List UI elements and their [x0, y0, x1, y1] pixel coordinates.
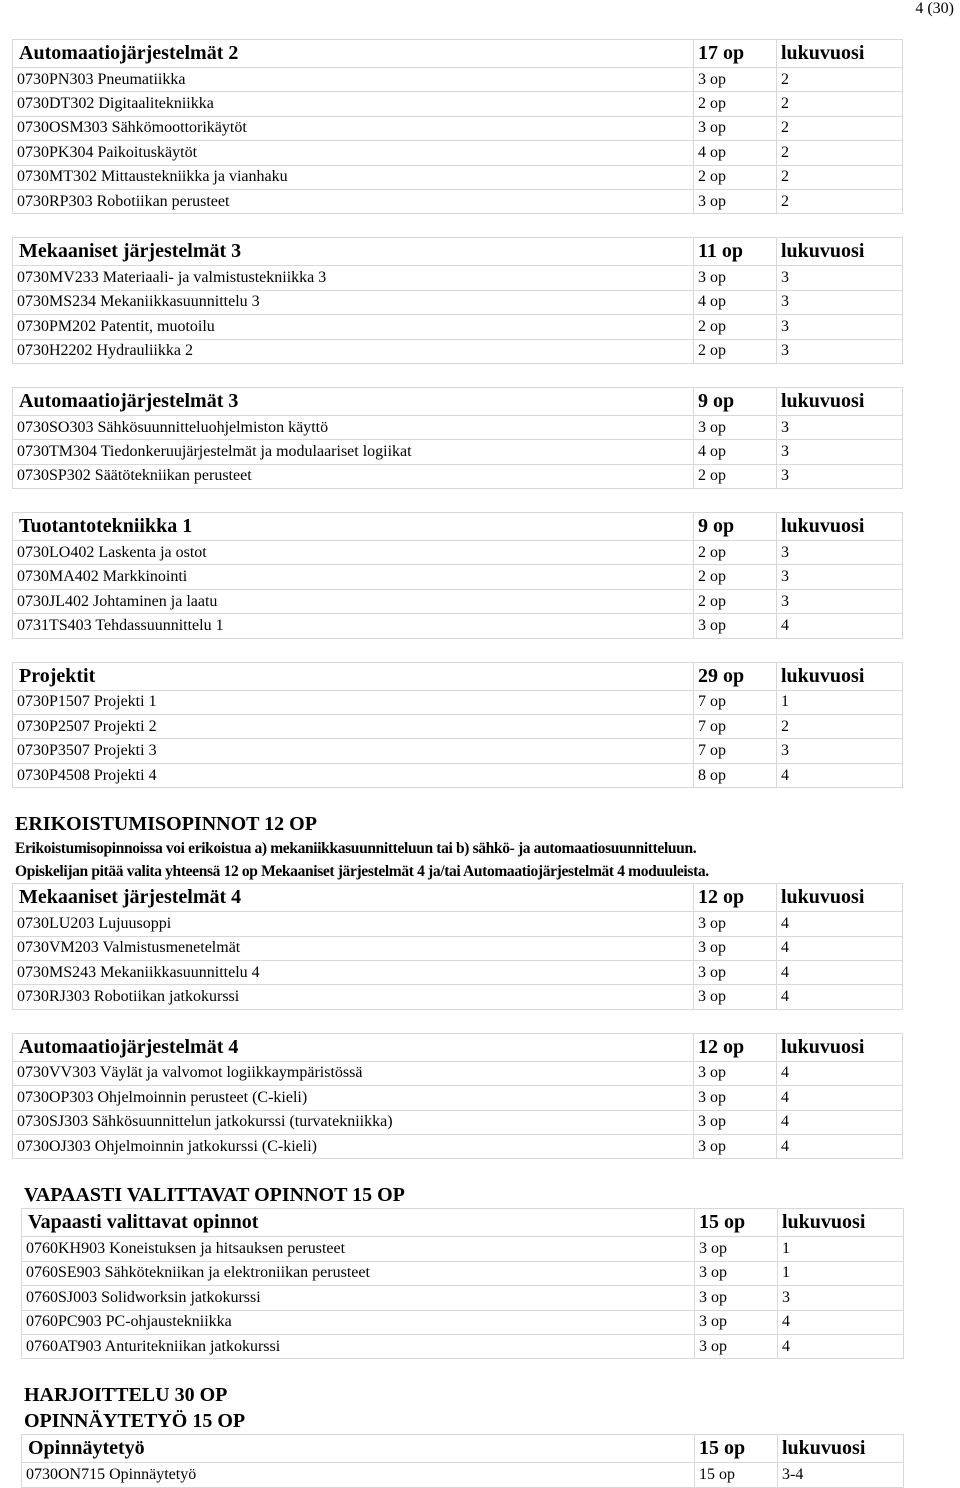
course-name: 0730OP303 Ohjelmoinnin perusteet (C-kieli)	[13, 1086, 694, 1110]
module-title: Opinnäytetyö	[22, 1435, 695, 1463]
course-credits: 3 op	[694, 1086, 777, 1110]
module-table	[12, 39, 903, 214]
table-row	[13, 68, 903, 92]
course-credits: 3 op	[695, 1286, 778, 1310]
course-year: 4	[777, 1134, 903, 1158]
course-name: 0760KH903 Koneistuksen ja hitsauksen perusteet	[22, 1237, 695, 1261]
year-header: lukuvuosi	[777, 662, 903, 690]
specialization-note-2: Opiskelijan pitää valita yhteensä 12 op Mekaaniset järjestelmät 4 ja/tai Automaatiojärjestelmät 4 moduuleista.	[15, 863, 709, 881]
course-name: 0730MA402 Markkinointi	[13, 565, 694, 589]
module-title: Mekaaniset järjestelmät 3	[13, 238, 694, 266]
course-year: 3	[777, 415, 903, 439]
spacer	[12, 1359, 902, 1382]
course-year: 3	[777, 541, 903, 565]
course-name: 0730P3507 Projekti 3	[13, 739, 694, 763]
course-year: 4	[777, 985, 903, 1009]
electives-table-wrap	[21, 1208, 902, 1359]
course-year: 3	[778, 1286, 904, 1310]
course-credits: 3 op	[694, 614, 777, 638]
course-name: 0730PM202 Patentit, muotoilu	[13, 315, 694, 339]
year-header: lukuvuosi	[778, 1209, 904, 1237]
spacer	[12, 489, 902, 512]
thesis-heading: OPINNÄYTETYÖ 15 OP	[24, 1410, 246, 1433]
module-credits: 17 op	[694, 40, 777, 68]
course-credits: 2 op	[694, 589, 777, 613]
course-name: 0730P1507 Projekti 1	[13, 690, 694, 714]
course-year: 4	[777, 1086, 903, 1110]
table-row	[13, 739, 903, 763]
module-credits: 15 op	[695, 1435, 778, 1463]
course-year: 1	[778, 1237, 904, 1261]
table-row	[13, 565, 903, 589]
table-row	[22, 1237, 904, 1261]
course-name: 0730PK304 Paikoituskäytöt	[13, 141, 694, 165]
course-credits: 3 op	[694, 116, 777, 140]
course-year: 3	[777, 266, 903, 290]
course-credits: 3 op	[694, 1061, 777, 1085]
core-modules	[12, 39, 902, 811]
course-year: 4	[778, 1310, 904, 1334]
course-name: 0730SJ303 Sähkösuunnittelun jatkokurssi (turvatekniikka)	[13, 1110, 694, 1134]
table-row	[22, 1334, 904, 1358]
electives-section	[12, 1182, 902, 1359]
course-year: 4	[777, 912, 903, 936]
year-header: lukuvuosi	[777, 513, 903, 541]
course-name: 0730PN303 Pneumatiikka	[13, 68, 694, 92]
module-table	[12, 387, 903, 489]
course-credits: 7 op	[694, 715, 777, 739]
module-table	[21, 1208, 904, 1359]
course-year: 3	[777, 565, 903, 589]
table-row	[13, 92, 903, 116]
course-name: 0760AT903 Anturitekniikan jatkokurssi	[22, 1334, 695, 1358]
table-row	[13, 1110, 903, 1134]
table-row	[13, 763, 903, 787]
electives-heading: VAPAASTI VALITTAVAT OPINNOT 15 OP	[24, 1184, 405, 1207]
course-name: 0730VV303 Väylät ja valvomot logiikkaympäristössä	[13, 1061, 694, 1085]
course-credits: 3 op	[694, 912, 777, 936]
table-row	[13, 715, 903, 739]
course-name: 0760PC903 PC-ohjaustekniikka	[22, 1310, 695, 1334]
course-year: 2	[777, 715, 903, 739]
course-year: 3	[777, 290, 903, 314]
course-credits: 3 op	[694, 189, 777, 213]
course-year: 2	[777, 165, 903, 189]
course-year: 4	[777, 1110, 903, 1134]
course-credits: 2 op	[694, 565, 777, 589]
year-header: lukuvuosi	[777, 238, 903, 266]
table-row	[13, 614, 903, 638]
course-year: 3	[777, 739, 903, 763]
course-year: 2	[777, 92, 903, 116]
year-header: lukuvuosi	[777, 40, 903, 68]
module-title: Mekaaniset järjestelmät 4	[13, 884, 694, 912]
year-header: lukuvuosi	[777, 387, 903, 415]
course-credits: 3 op	[694, 936, 777, 960]
year-header: lukuvuosi	[777, 884, 903, 912]
module-credits: 15 op	[695, 1209, 778, 1237]
course-year: 2	[777, 68, 903, 92]
course-credits: 8 op	[694, 763, 777, 787]
course-name: 0730LU203 Lujuusoppi	[13, 912, 694, 936]
course-name: 0760SJ003 Solidworksin jatkokurssi	[22, 1286, 695, 1310]
course-credits: 3 op	[694, 1110, 777, 1134]
table-row	[13, 936, 903, 960]
course-name: 0730SP302 Säätötekniikan perusteet	[13, 464, 694, 488]
course-credits: 3 op	[694, 960, 777, 984]
module-credits: 12 op	[694, 884, 777, 912]
course-name: 0730LO402 Laskenta ja ostot	[13, 541, 694, 565]
course-credits: 3 op	[694, 985, 777, 1009]
module-title: Tuotantotekniikka 1	[13, 513, 694, 541]
table-row	[13, 1134, 903, 1158]
module-table	[12, 237, 903, 364]
table-row	[13, 1061, 903, 1085]
course-year: 3	[777, 315, 903, 339]
course-name: 0730RP303 Robotiikan perusteet	[13, 189, 694, 213]
course-credits: 7 op	[694, 739, 777, 763]
course-credits: 3 op	[695, 1261, 778, 1285]
course-year: 4	[777, 763, 903, 787]
course-name: 0730ON715 Opinnäytetyö	[22, 1463, 695, 1487]
spacer	[12, 1010, 902, 1033]
module-credits: 12 op	[694, 1033, 777, 1061]
course-name: 0731TS403 Tehdassuunnittelu 1	[13, 614, 694, 638]
module-header-row	[13, 513, 903, 541]
course-name: 0730P4508 Projekti 4	[13, 763, 694, 787]
table-row	[13, 690, 903, 714]
course-year: 2	[777, 141, 903, 165]
table-row	[13, 1086, 903, 1110]
module-header-row	[13, 884, 903, 912]
specialization-section	[12, 811, 902, 883]
course-name: 0730TM304 Tiedonkeruujärjestelmät ja modulaariset logiikat	[13, 440, 694, 464]
course-credits: 3 op	[695, 1310, 778, 1334]
course-credits: 3 op	[694, 68, 777, 92]
table-row	[13, 960, 903, 984]
specialization-note-1: Erikoistumisopinnoissa voi erikoistua a) mekaniikkasuunnitteluun tai b) sähkö- ja automaatiosuunnitteluun.	[15, 840, 697, 858]
course-year: 4	[777, 1061, 903, 1085]
course-year: 3	[777, 589, 903, 613]
course-year: 3	[777, 339, 903, 363]
course-year: 4	[777, 960, 903, 984]
spacer	[12, 1159, 902, 1182]
course-credits: 2 op	[694, 339, 777, 363]
course-year: 1	[778, 1261, 904, 1285]
course-credits: 2 op	[694, 92, 777, 116]
table-row	[13, 165, 903, 189]
spacer	[12, 364, 902, 387]
module-table	[12, 662, 903, 789]
table-row	[13, 541, 903, 565]
course-year: 3	[777, 440, 903, 464]
course-year: 4	[778, 1334, 904, 1358]
module-table	[12, 512, 903, 639]
table-row	[13, 985, 903, 1009]
course-credits: 3 op	[695, 1334, 778, 1358]
module-credits: 9 op	[694, 387, 777, 415]
module-title: Vapaasti valittavat opinnot	[22, 1209, 695, 1237]
table-row	[13, 415, 903, 439]
course-year: 3	[777, 464, 903, 488]
table-row	[13, 339, 903, 363]
practice-thesis-section	[12, 1382, 902, 1487]
table-row	[22, 1286, 904, 1310]
course-credits: 4 op	[694, 440, 777, 464]
course-name: 0730P2507 Projekti 2	[13, 715, 694, 739]
module-title: Automaatiojärjestelmät 4	[13, 1033, 694, 1061]
specialization-modules	[12, 883, 902, 1182]
course-name: 0730SO303 Sähkösuunnitteluohjelmiston käyttö	[13, 415, 694, 439]
table-row	[13, 116, 903, 140]
table-row	[13, 464, 903, 488]
table-row	[13, 440, 903, 464]
course-name: 0730MS243 Mekaniikkasuunnittelu 4	[13, 960, 694, 984]
spacer	[12, 788, 902, 811]
module-table	[12, 1033, 903, 1160]
course-credits: 15 op	[695, 1463, 778, 1487]
course-name: 0760SE903 Sähkötekniikan ja elektroniikan perusteet	[22, 1261, 695, 1285]
module-credits: 29 op	[694, 662, 777, 690]
course-year: 4	[777, 936, 903, 960]
table-row	[13, 912, 903, 936]
course-credits: 2 op	[694, 464, 777, 488]
course-name: 0730DT302 Digitaalitekniikka	[13, 92, 694, 116]
course-year: 3-4	[778, 1463, 904, 1487]
course-credits: 2 op	[694, 541, 777, 565]
course-name: 0730VM203 Valmistusmenetelmät	[13, 936, 694, 960]
course-year: 2	[777, 189, 903, 213]
course-name: 0730H2202 Hydrauliikka 2	[13, 339, 694, 363]
table-row	[22, 1463, 904, 1487]
table-row	[13, 141, 903, 165]
course-credits: 2 op	[694, 165, 777, 189]
module-header-row	[13, 662, 903, 690]
course-credits: 3 op	[694, 266, 777, 290]
course-credits: 4 op	[694, 141, 777, 165]
table-row	[13, 589, 903, 613]
module-table	[21, 1434, 904, 1487]
table-row	[13, 290, 903, 314]
course-credits: 2 op	[694, 315, 777, 339]
thesis-table-wrap	[21, 1434, 902, 1487]
module-title: Automaatiojärjestelmät 3	[13, 387, 694, 415]
table-row	[22, 1261, 904, 1285]
course-year: 2	[777, 116, 903, 140]
specialization-heading: ERIKOISTUMISOPINNOT 12 OP	[15, 813, 317, 836]
course-credits: 3 op	[694, 415, 777, 439]
practice-heading: HARJOITTELU 30 OP	[24, 1384, 228, 1407]
module-header-row	[13, 1033, 903, 1061]
module-table	[12, 883, 903, 1010]
page-number: 4 (30)	[915, 0, 954, 17]
course-name: 0730MT302 Mittaustekniikka ja vianhaku	[13, 165, 694, 189]
course-credits: 7 op	[694, 690, 777, 714]
course-name: 0730OSM303 Sähkömoottorikäytöt	[13, 116, 694, 140]
course-credits: 3 op	[694, 1134, 777, 1158]
table-row	[22, 1310, 904, 1334]
course-year: 4	[777, 614, 903, 638]
module-header-row	[13, 238, 903, 266]
course-name: 0730MS234 Mekaniikkasuunnittelu 3	[13, 290, 694, 314]
course-name: 0730OJ303 Ohjelmoinnin jatkokurssi (C-kieli)	[13, 1134, 694, 1158]
course-name: 0730RJ303 Robotiikan jatkokurssi	[13, 985, 694, 1009]
course-name: 0730MV233 Materiaali- ja valmistustekniikka 3	[13, 266, 694, 290]
module-title: Automaatiojärjestelmät 2	[13, 40, 694, 68]
module-title: Projektit	[13, 662, 694, 690]
course-credits: 4 op	[694, 290, 777, 314]
document-body	[12, 39, 902, 1488]
module-header-row	[13, 40, 903, 68]
module-header-row	[22, 1209, 904, 1237]
course-credits: 3 op	[695, 1237, 778, 1261]
course-name: 0730JL402 Johtaminen ja laatu	[13, 589, 694, 613]
year-header: lukuvuosi	[778, 1435, 904, 1463]
module-credits: 9 op	[694, 513, 777, 541]
module-header-row	[13, 387, 903, 415]
table-row	[13, 189, 903, 213]
spacer	[12, 214, 902, 237]
table-row	[13, 315, 903, 339]
year-header: lukuvuosi	[777, 1033, 903, 1061]
table-row	[13, 266, 903, 290]
module-credits: 11 op	[694, 238, 777, 266]
course-year: 1	[777, 690, 903, 714]
module-header-row	[22, 1435, 904, 1463]
spacer	[12, 639, 902, 662]
